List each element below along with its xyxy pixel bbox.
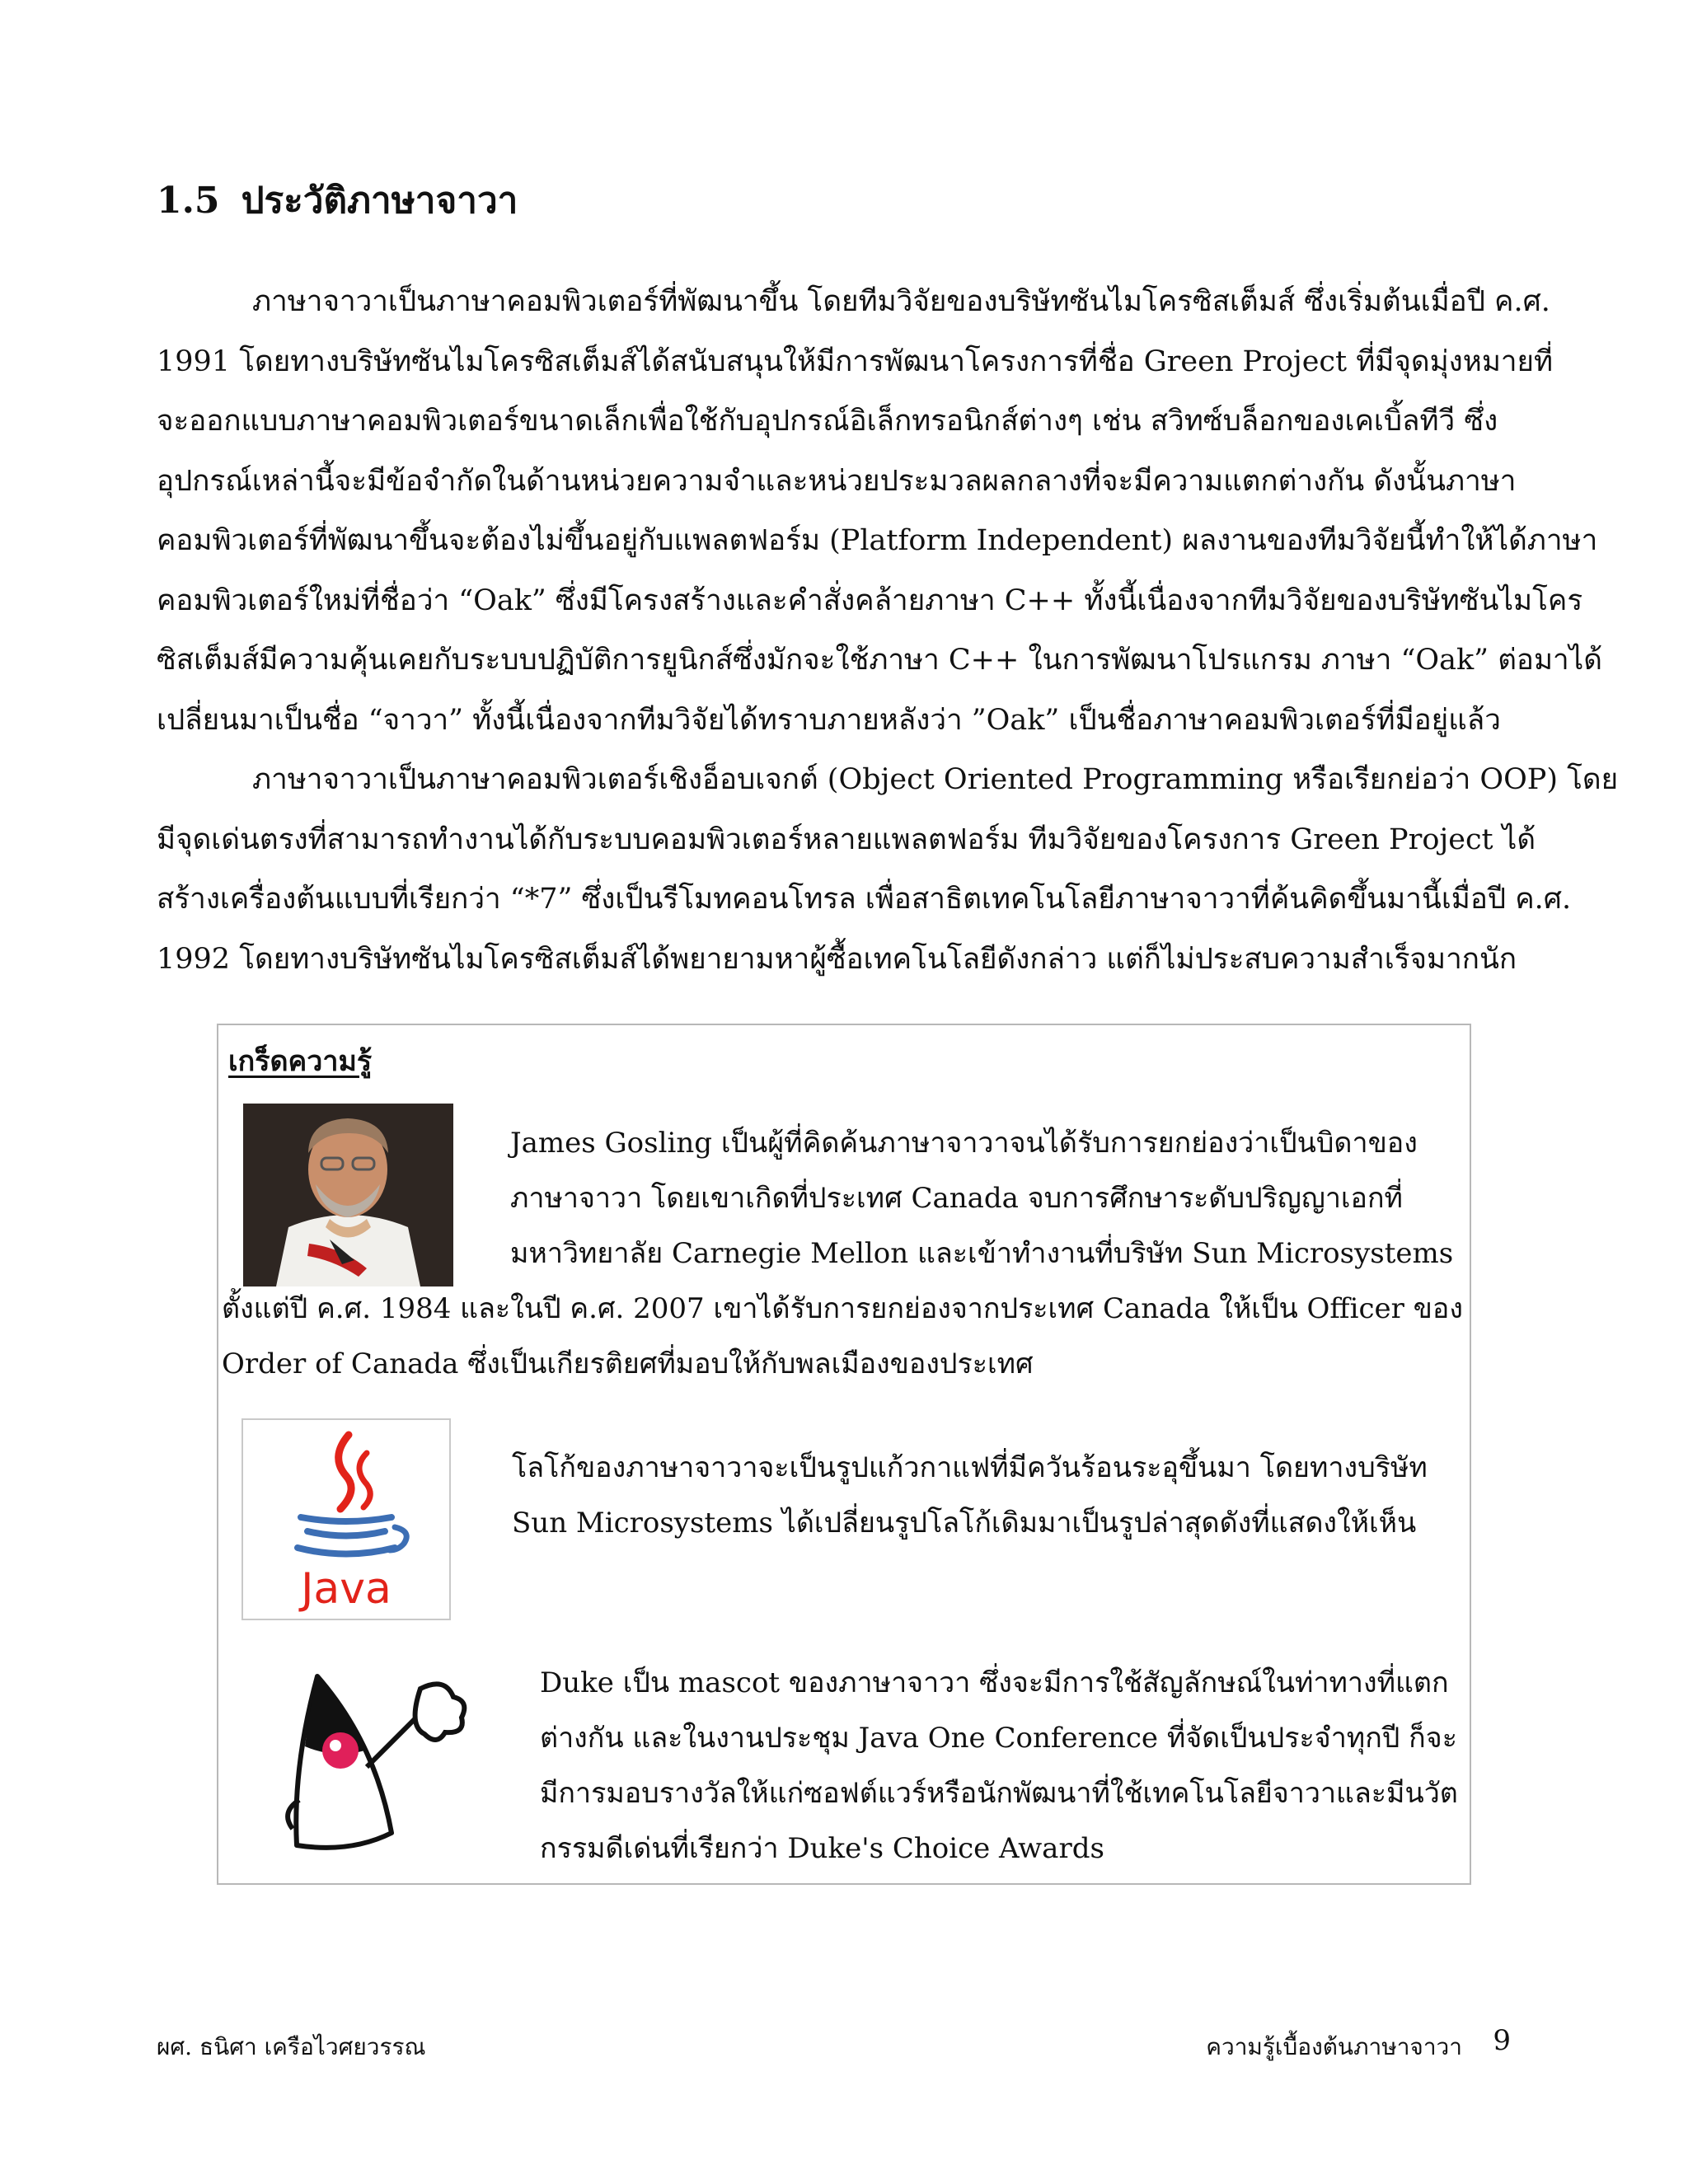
paragraph-line: คอมพิวเตอร์ใหม่ที่ชื่อว่า “Oak” ซึ่งมีโครงสร้างและคำสั่งคล้ายภาษา C++ ทั้งนี้เนื่องจากทีมวิจัยของบริษัทซันไมโคร (157, 583, 1583, 617)
paragraph-line: คอมพิวเตอร์ที่พัฒนาขึ้นจะต้องไม่ขึ้นอยู่กับแพลตฟอร์ม (Platform Independent) ผลงานของทีมวิจัยนี้ทำให้ได้ภาษา (157, 524, 1598, 557)
logo-line: โลโก้ของภาษาจาวาจะเป็นรูปแก้วกาแฟที่มีควันร้อนระอุขึ้นมา โดยทางบริษัท (512, 1451, 1428, 1484)
section-number: 1.5 (157, 180, 220, 222)
gosling-line: มหาวิทยาลัย Carnegie Mellon และเข้าทำงานที่บริษัท Sun Microsystems (510, 1237, 1454, 1270)
duke-line: มีการมอบรางวัลให้แก่ซอฟต์แวร์หรือนักพัฒนาที่ใช้เทคโนโลยีจาวาและมีนวัต (540, 1777, 1458, 1810)
duke-line: ต่างกัน และในงานประชุม Java One Conference ที่จัดเป็นประจำทุกปี ก็จะ (540, 1722, 1457, 1755)
footer-author: ผศ. ธนิศา เครือไวศยวรรณ (157, 2033, 426, 2060)
gosling-line: James Gosling เป็นผู้ที่คิดค้นภาษาจาวาจนได้รับการยกย่องว่าเป็นบิดาของ (510, 1127, 1418, 1160)
logo-text-block (512, 1441, 1428, 1551)
paragraph-line: มีจุดเด่นตรงที่สามารถทำงานได้กับระบบคอมพิวเตอร์หลายแพลตฟอร์ม ทีมวิจัยของโครงการ Green Project ได้ (157, 823, 1536, 856)
paragraph-line: ซิสเต็มส์มีความคุ้นเคยกับระบบปฏิบัติการยูนิกส์ซึ่งมักจะใช้ภาษา C++ ในการพัฒนาโปรแกรม ภาษา “Oak” ต่อมาได้ (157, 644, 1602, 677)
page-number: 9 (1493, 2024, 1511, 2057)
duke-line: กรรมดีเด่นที่เรียกว่า Duke's Choice Awards (540, 1832, 1104, 1865)
paragraph-line: ภาษาจาวาเป็นภาษาคอมพิวเตอร์เชิงอ็อบเจกต์ (Object Oriented Programming หรือเรียกย่อว่า OOP) โดย (252, 763, 1619, 796)
knowledge-box (217, 1024, 1471, 1885)
paragraph-line: 1991 โดยทางบริษัทซันไมโครซิสเต็มส์ได้สนับสนุนให้มีการพัฒนาโครงการที่ชื่อ Green Project ที่มีจุดมุ่งหมายที่ (157, 344, 1554, 378)
paragraph-line: อุปกรณ์เหล่านี้จะมีข้อจำกัดในด้านหน่วยความจำและหน่วยประมวลผลกลางที่จะมีความแตกต่างกัน ดังนั้นภาษา (157, 464, 1517, 498)
duke-line: Duke เป็น mascot ของภาษาจาวา ซึ่งจะมีการใช้สัญลักษณ์ในท่าทางที่แตก (540, 1666, 1449, 1699)
gosling-text-top (510, 1116, 1453, 1282)
gosling-line: ตั้งแต่ปี ค.ศ. 1984 และในปี ค.ศ. 2007 เขาได้รับการยกย่องจากประเทศ Canada ให้เป็น Officer ของ (222, 1292, 1463, 1325)
duke-mascot-icon (268, 1668, 474, 1858)
footer-book-title: ความรู้เบื้องต้นภาษาจาวา (1206, 2033, 1462, 2060)
history-paragraph (157, 272, 1619, 989)
logo-line: Sun Microsystems ได้เปลี่ยนรูปโลโก้เดิมมาเป็นรูปล่าสุดดังที่แสดงให้เห็น (512, 1507, 1417, 1540)
paragraph-line: 1992 โดยทางบริษัทซันไมโครซิสเต็มส์ได้พยายามหาผู้ซื้อเทคโนโลยีดังกล่าว แต่ก็ไม่ประสบความสำเร็จมากนัก (157, 942, 1517, 976)
gosling-line: ภาษาจาวา โดยเขาเกิดที่ประเทศ Canada จบการศึกษาระดับปริญญาเอกที่ (510, 1182, 1403, 1215)
duke-text-block (540, 1656, 1458, 1877)
photo-james-gosling (243, 1104, 453, 1286)
section-title: ประวัติภาษาจาวา (241, 180, 518, 222)
paragraph-line: จะออกแบบภาษาคอมพิวเตอร์ขนาดเล็กเพื่อใช้กับอุปกรณ์อิเล็กทรอนิกส์ต่างๆ เช่น สวิทซ์บล็อกของเคเบิ้ลทีวี ซึ่ง (157, 405, 1498, 438)
paragraph-line: ภาษาจาวาเป็นภาษาคอมพิวเตอร์ที่พัฒนาขึ้น โดยทีมวิจัยของบริษัทซันไมโครซิสเต็มส์ ซึ่งเริ่มต้นเมื่อปี ค.ศ. (252, 285, 1550, 318)
paragraph-line: สร้างเครื่องต้นแบบที่เรียกว่า “*7” ซึ่งเป็นรีโมทคอนโทรล เพื่อสาธิตเทคโนโลยีภาษาจาวาที่ค้นคิดขึ้นมานี้เมื่อปี ค.ศ. (157, 883, 1572, 916)
java-logo-text: Java (301, 1564, 392, 1614)
paragraph-line: เปลี่ยนมาเป็นชื่อ “จาวา” ทั้งนี้เนื่องจากทีมวิจัยได้ทราบภายหลังว่า ”Oak” เป็นชื่อภาษาคอมพิวเตอร์ที่มีอยู่แล้ว (157, 703, 1501, 737)
gosling-line: Order of Canada ซึ่งเป็นเกียรติยศที่มอบให้กับพลเมืองของประเทศ (222, 1347, 1034, 1380)
knowledge-box-title: เกร็ดความรู้ (228, 1045, 373, 1078)
section-heading (157, 171, 518, 229)
java-logo-icon (241, 1418, 451, 1620)
gosling-text-bottom (222, 1282, 1463, 1392)
